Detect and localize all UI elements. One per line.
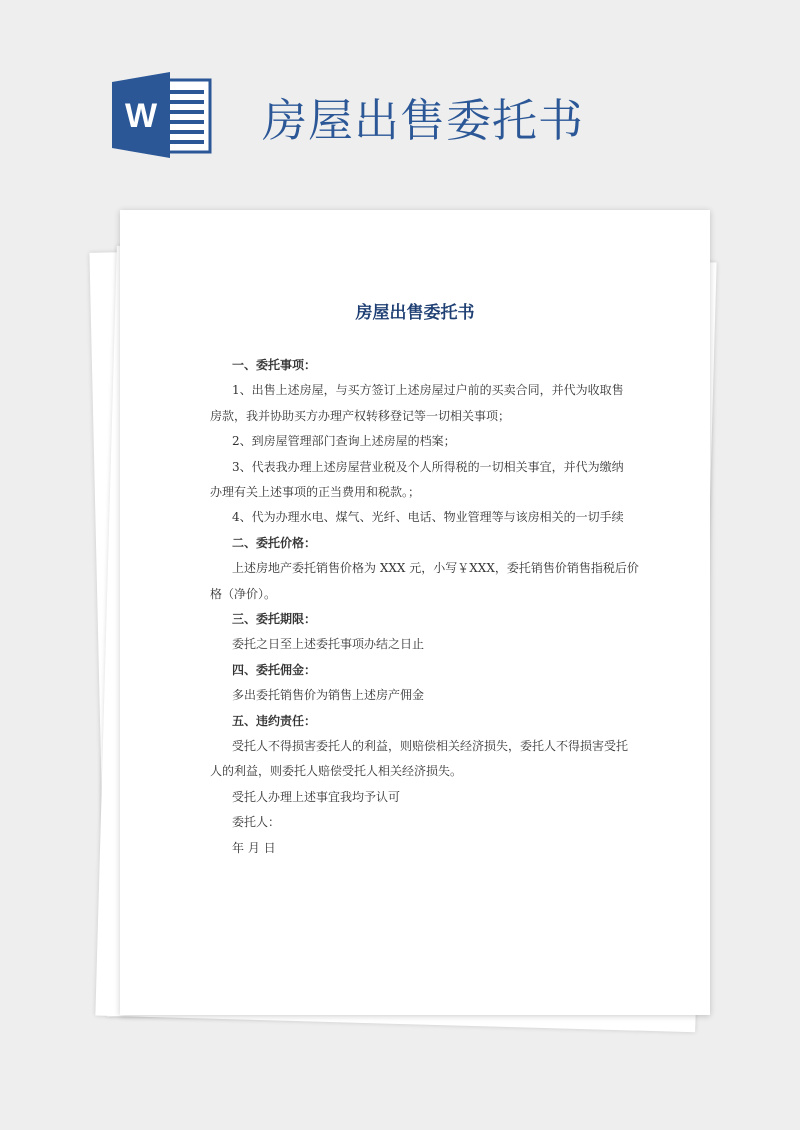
paragraph-line: 格（净价）。 (210, 586, 277, 601)
paragraph-line: 多出委托销售价为销售上述房产佣金 (232, 688, 425, 703)
paragraph-line: 1、出售上述房屋，与买方签订上述房屋过户前的买卖合同，并代为收取售 (232, 383, 624, 398)
paragraph-line: 房款，我并协助买方办理产权转移登记等一切相关事项； (210, 408, 511, 423)
paragraph-line: 委托人： (232, 815, 281, 830)
paragraph-line: 2、到房屋管理部门查询上述房屋的档案； (232, 434, 456, 449)
banner-title: 房屋出售委托书 (262, 94, 585, 147)
paragraph-line: 受托人不得损害委托人的利益，则赔偿相关经济损失，委托人不得损害受托 (232, 739, 629, 753)
paragraph-line: 委托之日至上述委托事项办结之日止 (232, 637, 425, 652)
document-page (120, 210, 710, 1015)
word-icon (112, 72, 212, 158)
paragraph-line: 3、代表我办理上述房屋营业税及个人所得税的一切相关事宜，并代为缴纳 (232, 459, 624, 474)
section-heading: 五、违约责任： (232, 713, 317, 728)
section-heading: 四、委托佣金： (232, 662, 317, 677)
paragraph-line: 办理有关上述事项的正当费用和税款。； (210, 485, 421, 499)
paragraph-line: 人的利益，则委托人赔偿受托人相关经济损失。 (210, 764, 463, 779)
document-title: 房屋出售委托书 (355, 303, 475, 323)
paragraph-line: 上述房地产委托销售价格为 XXX 元，小写￥XXX，委托销售价销售指税后价 (232, 561, 639, 576)
section-heading: 二、委托价格： (232, 535, 317, 550)
header-banner (0, 0, 800, 200)
paragraph-line: 4、代为办理水电、煤气、光纤、电话、物业管理等与该房相关的一切手续 (232, 510, 624, 525)
section-heading: 一、委托事项： (232, 358, 317, 372)
paragraph-line: 受托人办理上述事宜我均予认可 (232, 789, 401, 804)
section-heading: 三、委托期限： (232, 612, 317, 626)
paragraph-line: 年 月 日 (232, 840, 276, 855)
svg-text:W: W (124, 97, 158, 135)
